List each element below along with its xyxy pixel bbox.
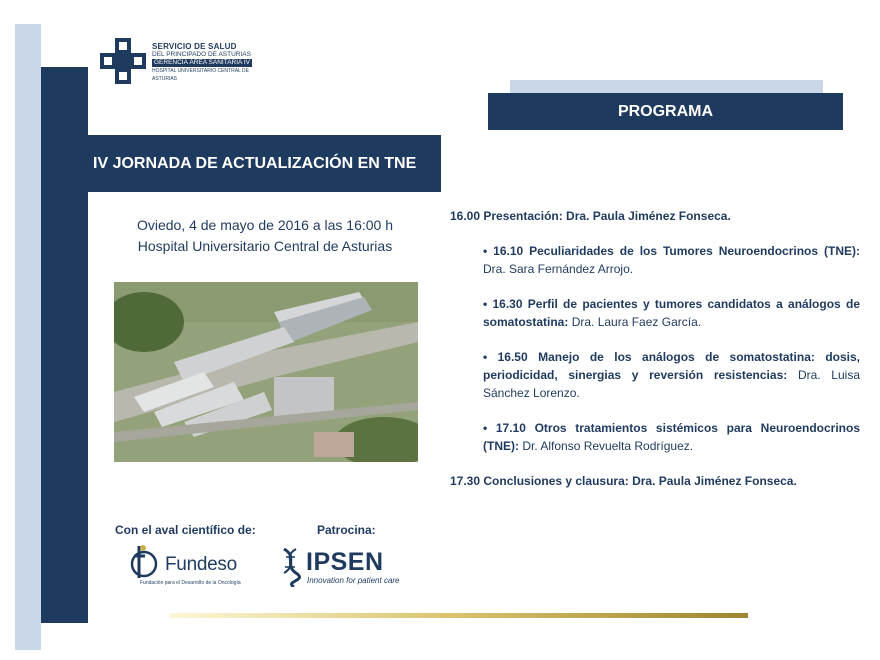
aval-label: Con el aval científico de: (115, 523, 256, 537)
ipsen-tagline: Innovation for patient care (307, 576, 400, 585)
agenda-opening: 16.00 Presentación: Dra. Paula Jiménez Fonseca. (450, 209, 731, 223)
agenda (450, 207, 860, 507)
hospital-aerial-photo (114, 282, 418, 462)
logo-line4: HOSPITAL UNIVERSITARIO CENTRAL DE ASTURIAS (152, 68, 249, 82)
agenda-item: • 16.30 Perfil de pacientes y tumores candidatos a análogos de somatostatina: Dra. Laura Faez García. (483, 297, 860, 329)
logo-line1: SERVICIO DE SALUD (152, 42, 237, 51)
fundeso-tagline: Fundación para el Desarrollo de la Oncología (140, 580, 241, 586)
ipsen-logo (280, 545, 420, 590)
event-location (110, 215, 420, 257)
patrocina-label: Patrocina: (317, 523, 376, 537)
event-title: IV JORNADA DE ACTUALIZACIÓN EN TNE (88, 135, 441, 192)
fundeso-logo (123, 540, 253, 590)
agenda-closing: 17.30 Conclusiones y clausura: Dra. Paula Jiménez Fonseca. (450, 474, 797, 488)
logo-text (152, 43, 252, 83)
sespa-logo (100, 38, 250, 88)
fundeso-mark-icon (123, 542, 165, 582)
location-date: Oviedo, 4 de mayo de 2016 a las 16:00 h (136, 217, 394, 233)
dna-helix-icon (280, 547, 302, 587)
logo-line3: GERENCIA ÁREA SANITARIA IV (154, 59, 250, 66)
decorative-bar-dark (41, 67, 88, 623)
ipsen-name: IPSEN (306, 548, 384, 576)
agenda-item: • 16.10 Peculiaridades de los Tumores Neuroendocrinos (TNE): Dra. Sara Fernández Arrojo. (483, 244, 860, 276)
gold-divider (170, 613, 748, 618)
fundeso-name: Fundeso (165, 554, 237, 575)
logo-line2: DEL PRINCIPADO DE ASTURIAS (152, 51, 251, 58)
cross-icon (100, 38, 146, 84)
agenda-item: • 17.10 Otros tratamientos sistémicos para Neuroendocrinos (TNE): Dr. Alfonso Revuelta Rodríguez. (483, 421, 860, 453)
location-venue: Hospital Universitario Central de Asturias (137, 238, 393, 254)
decorative-bar-light (15, 24, 41, 650)
programa-header: PROGRAMA (488, 93, 843, 130)
agenda-item: • 16.50 Manejo de los análogos de somatostatina: dosis, periodicidad, sinergias y reversión resistencias: Dra. Luisa Sánchez Lorenzo. (483, 350, 860, 400)
